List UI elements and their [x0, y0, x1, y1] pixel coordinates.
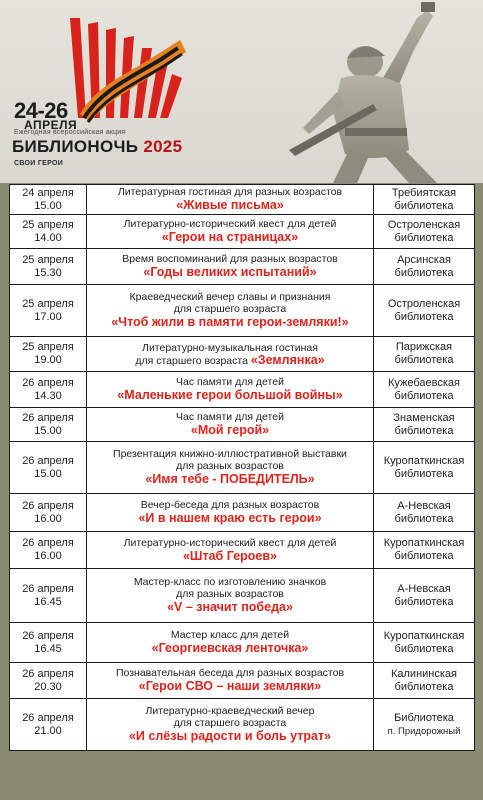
library-name-line: Арсинская [397, 253, 451, 266]
event-day: 25 апреля [22, 253, 74, 266]
library-name-line: библиотека [394, 354, 454, 366]
library-name-line: Калининская [390, 667, 457, 680]
event-description [87, 623, 374, 663]
event-title: «V – значит победа» [167, 600, 293, 614]
library-name-line: библиотека [394, 231, 454, 244]
event-format: Литературно-исторический квест для детей [123, 536, 337, 549]
event-time: 19.00 [34, 354, 62, 366]
library-name-line: Куропаткинская [383, 454, 465, 467]
event-day: 26 апреля [22, 629, 74, 642]
library-name-line: Кужебаевская [387, 376, 460, 389]
event-format: Время воспоминаний для разных возрастов [122, 253, 338, 265]
event-title: «Герои СВО – наши земляки» [138, 679, 322, 693]
event-time: 16.45 [34, 642, 62, 655]
event-row [10, 494, 475, 532]
event-row [10, 569, 475, 623]
event-row [10, 185, 475, 215]
event-time: 17.00 [34, 310, 62, 323]
event-row [10, 442, 475, 494]
event-format: Час памяти для детей [176, 376, 284, 388]
soldier-illustration [233, 0, 483, 183]
event-dates: 24-26 [14, 98, 68, 123]
library-name-line: библиотека [394, 389, 454, 402]
event-day: 26 апреля [22, 537, 74, 549]
event-datetime [10, 408, 87, 442]
event-library [374, 663, 475, 699]
event-day: 25 апреля [22, 297, 74, 310]
event-audience-line [90, 354, 370, 367]
event-description [87, 569, 374, 623]
event-title: «Имя тебе - ПОБЕДИТЕЛЬ» [145, 472, 315, 486]
event-day: 26 апреля [22, 582, 74, 595]
event-title [12, 137, 182, 157]
library-name-line: Куропаткинская [383, 629, 465, 642]
event-description [87, 372, 374, 408]
event-library [374, 249, 475, 285]
event-title: «И слёзы радости и боль утрат» [128, 729, 332, 743]
event-audience: для старшего возраста [135, 354, 251, 367]
event-description [87, 494, 374, 532]
event-subtitle: СВОИ ГЕРОИ [14, 160, 64, 167]
event-format: Познавательная беседа для разных возрастов [115, 667, 345, 679]
header-banner [0, 0, 483, 183]
event-format: Мастер-класс по изготовлению значков [133, 576, 327, 588]
event-time: 20.30 [34, 680, 62, 693]
event-format: Литературно-исторический квест для детей [123, 218, 337, 230]
event-library [374, 372, 475, 408]
event-day: 26 апреля [22, 667, 74, 680]
event-datetime [10, 372, 87, 408]
event-title-name: БИБЛИОНОЧЬ [12, 137, 139, 156]
event-library [374, 337, 475, 372]
library-name-line: библиотека [394, 199, 454, 212]
event-datetime [10, 699, 87, 751]
event-row [10, 623, 475, 663]
event-time: 15.30 [34, 266, 62, 279]
event-format: Краеведческий вечер славы и признания [129, 291, 331, 303]
event-row [10, 699, 475, 751]
event-title-year: 2025 [143, 137, 183, 156]
event-library [374, 215, 475, 249]
event-datetime [10, 663, 87, 699]
library-name-line: библиотека [394, 680, 454, 693]
library-name-line: Библиотека [394, 711, 454, 724]
event-format: для разных возрастов [176, 460, 284, 472]
library-name-line: библиотека [394, 550, 454, 562]
event-title: «Чтоб жили в памяти герои-земляки!» [111, 315, 349, 329]
event-format: для старшего возраста [173, 717, 287, 729]
library-name-line: Остроленская [387, 218, 461, 231]
event-description [87, 532, 374, 569]
event-row [10, 532, 475, 569]
event-description [87, 249, 374, 285]
event-format: Литературно-музыкальная гостиная [142, 341, 318, 354]
event-description [87, 215, 374, 249]
event-row [10, 285, 475, 337]
event-datetime [10, 494, 87, 532]
event-library [374, 532, 475, 569]
event-format: Вечер-беседа для разных возрастов [140, 499, 320, 511]
event-row [10, 215, 475, 249]
event-description [87, 699, 374, 751]
event-row [10, 337, 475, 372]
library-name-line: А-Невская [397, 582, 451, 595]
event-library [374, 185, 475, 215]
event-title: «Живые письма» [176, 198, 284, 212]
event-datetime [10, 249, 87, 285]
event-day: 26 апреля [22, 411, 74, 424]
event-time: 16.00 [34, 550, 62, 562]
library-name-line: библиотека [394, 310, 454, 323]
event-time: 15.00 [34, 199, 62, 212]
event-row [10, 372, 475, 408]
event-title: «Герои на страницах» [161, 230, 299, 244]
event-tagline: Ежегодная всероссийская акция [14, 129, 126, 136]
event-title: «Штаб Героев» [182, 548, 278, 563]
event-time: 16.00 [34, 512, 62, 525]
event-datetime [10, 215, 87, 249]
library-name-line: Знаменская [393, 411, 455, 424]
event-time: 15.00 [34, 467, 62, 480]
event-title: «Землянка» [250, 352, 325, 367]
library-name-line: библиотека [394, 595, 454, 608]
event-library [374, 623, 475, 663]
event-format: Час памяти для детей [176, 411, 284, 423]
library-name-line: библиотека [394, 266, 454, 279]
event-datetime [10, 185, 87, 215]
event-day: 26 апреля [22, 499, 74, 512]
event-title: «Годы великих испытаний» [143, 265, 317, 279]
event-datetime [10, 569, 87, 623]
event-day: 24 апреля [22, 186, 74, 199]
event-description [87, 408, 374, 442]
event-library [374, 408, 475, 442]
event-description [87, 337, 374, 372]
event-format: для старшего возраста [173, 303, 287, 315]
event-datetime [10, 442, 87, 494]
event-day: 26 апреля [22, 454, 74, 467]
event-format: для разных возрастов [176, 588, 284, 600]
event-time: 15.00 [34, 424, 62, 437]
event-time: 21.00 [34, 724, 62, 737]
event-row [10, 408, 475, 442]
event-format: Мастер класс для детей [170, 629, 290, 641]
event-library [374, 494, 475, 532]
event-month: АПРЕЛЯ [24, 118, 78, 132]
event-library [374, 442, 475, 494]
library-name-line: Остроленская [387, 297, 461, 310]
library-name-line: Парижская [395, 341, 453, 353]
library-name-line: А-Невская [397, 499, 451, 512]
library-name-line: библиотека [394, 467, 454, 480]
event-format: Литературная гостиная для разных возрастов [117, 186, 343, 198]
library-name-line: Куропаткинская [383, 537, 465, 549]
event-title: «И в нашем краю есть герои» [138, 511, 322, 525]
event-day: 26 апреля [22, 711, 74, 724]
event-datetime [10, 623, 87, 663]
library-name-line: п. Придорожный [387, 725, 461, 737]
event-time: 16.45 [34, 595, 62, 608]
event-day: 25 апреля [22, 218, 74, 231]
event-time: 14.00 [34, 231, 62, 244]
event-library [374, 699, 475, 751]
library-name-line: библиотека [394, 642, 454, 655]
event-datetime [10, 532, 87, 569]
event-description [87, 663, 374, 699]
library-name-line: библиотека [394, 512, 454, 525]
red-ray-emblem [58, 14, 198, 124]
event-format: Литературно-краеведческий вечер [145, 705, 315, 717]
library-name-line: библиотека [394, 424, 454, 437]
event-row [10, 249, 475, 285]
event-day: 26 апреля [22, 376, 74, 389]
library-name-line: Требиятская [391, 186, 457, 199]
event-library [374, 285, 475, 337]
event-datetime [10, 337, 87, 372]
events-schedule-table [9, 184, 475, 751]
event-format: Презентация книжно-иллюстративной выставки [113, 448, 347, 460]
event-description [87, 442, 374, 494]
event-title: «Маленькие герои большой войны» [117, 388, 343, 402]
event-title: «Мой герой» [190, 423, 270, 437]
event-description [87, 285, 374, 337]
event-library [374, 569, 475, 623]
event-description [87, 185, 374, 215]
event-day: 25 апреля [22, 341, 74, 353]
event-row [10, 663, 475, 699]
event-datetime [10, 285, 87, 337]
event-time: 14.30 [34, 389, 62, 402]
event-title: «Георгиевская ленточка» [151, 641, 309, 655]
